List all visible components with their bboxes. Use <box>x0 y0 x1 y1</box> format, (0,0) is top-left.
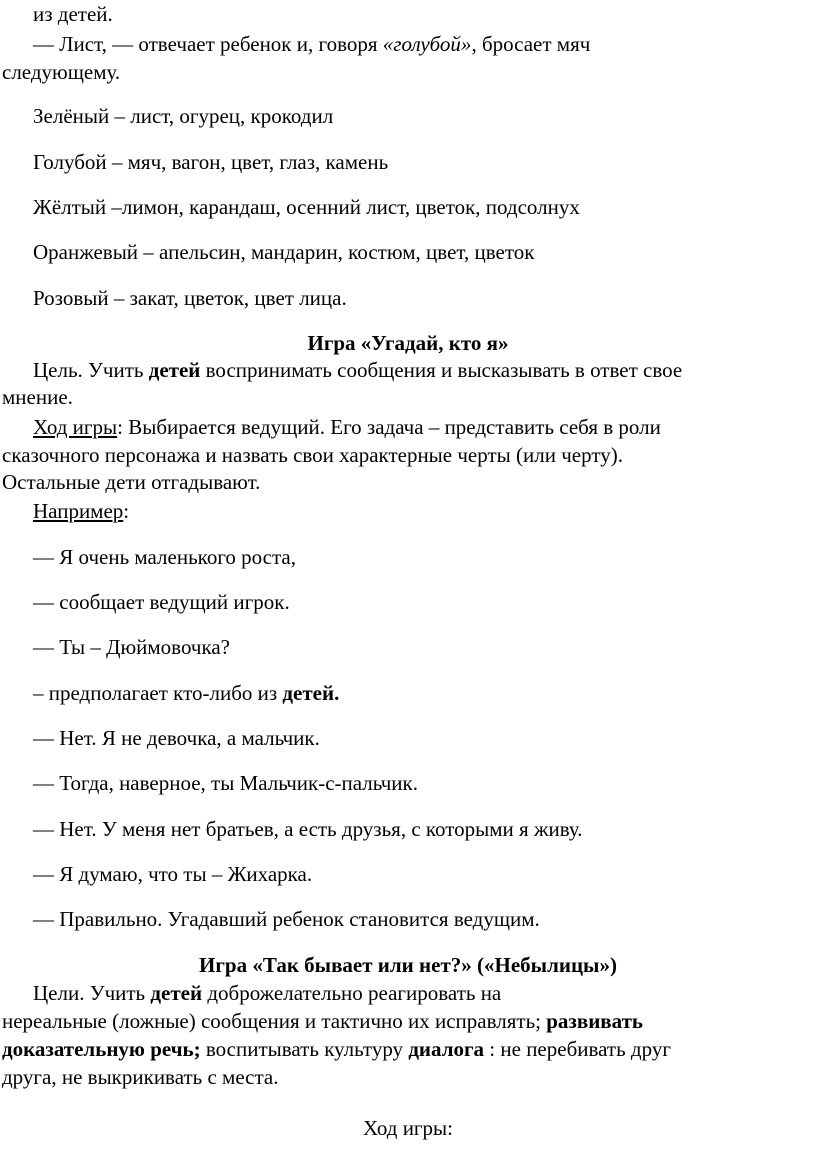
text-span: воспринимать сообщения и высказывать в ответ свое <box>200 358 683 382</box>
text-span: Розовый – закат, цветок, цвет лица. <box>33 286 347 310</box>
game-1-goal-line-1 <box>33 357 682 383</box>
heading-text: Игра «Угадай, кто я» <box>307 331 509 355</box>
text-span: Остальные дети отгадывают. <box>2 470 261 494</box>
text-span: — Тогда, наверное, ты Мальчик-с-пальчик. <box>33 771 418 795</box>
dialogue-line <box>33 816 583 842</box>
text-span: — Ты – Дюймовочка? <box>33 635 230 659</box>
text-span: Зелёный – лист, огурец, крокодил <box>33 104 334 128</box>
game-2-goal-line-4 <box>2 1064 279 1090</box>
game-1-course-line-3 <box>2 469 260 495</box>
intro-line-2 <box>33 31 590 57</box>
dialogue-line <box>33 725 320 751</box>
dialogue-line <box>33 544 296 570</box>
text-span: Цель. Учить <box>33 358 149 382</box>
game-1-course-line-1 <box>33 414 661 440</box>
text-span: : <box>123 499 130 523</box>
color-list-item <box>33 194 580 220</box>
intro-line-3 <box>2 59 120 85</box>
bold-word: детей <box>150 981 203 1005</box>
game-2-course-heading <box>0 1115 816 1141</box>
text-span: — Нет. Я не девочка, а мальчик. <box>33 726 320 750</box>
text-span: — Лист, — отвечает ребенок и, говоря <box>33 32 383 56</box>
game-1-goal-line-2 <box>2 384 73 410</box>
text-span: воспитывать культуру <box>200 1037 409 1061</box>
game-1-title <box>0 330 816 356</box>
text-span: Ход игры: <box>363 1116 453 1140</box>
heading-text: Игра «Так бывает или нет?» («Небылицы») <box>199 953 617 977</box>
text-span: доброжелательно реагировать на <box>202 981 502 1005</box>
underlined-label: Ход игры <box>33 415 118 439</box>
bold-word: развивать <box>546 1009 644 1033</box>
dialogue-line <box>33 634 230 660</box>
italic-word: «голубой» <box>382 32 472 56</box>
color-list-item <box>33 103 333 129</box>
game-2-goal-line-2 <box>2 1008 643 1034</box>
text-span: — Нет. У меня нет братьев, а есть друзья, с которыми я живу. <box>33 817 583 841</box>
bold-word: диалога <box>408 1037 485 1061</box>
text-span: — Я очень маленького роста, <box>33 545 297 569</box>
text-span: — сообщает ведущий игрок. <box>33 590 290 614</box>
text-span: — Я думаю, что ты – Жихарка. <box>33 862 313 886</box>
color-list-item <box>33 239 534 265</box>
text-span: нереальные (ложные) сообщения и тактично их исправлять; <box>2 1009 547 1033</box>
underlined-label: Например <box>33 499 124 523</box>
intro-line-1 <box>33 1 113 27</box>
game-2-goal-line-3 <box>2 1036 671 1062</box>
dialogue-line <box>33 589 290 615</box>
dialogue-line <box>33 680 339 706</box>
text-span: Оранжевый – апельсин, мандарин, костюм, цвет, цветок <box>33 240 535 264</box>
text-span: сказочного персонажа и назвать свои характерные черты (или черту). <box>2 443 623 467</box>
text-span: мнение. <box>2 385 73 409</box>
dialogue-line <box>33 770 418 796</box>
bold-word: детей. <box>282 681 340 705</box>
text-span: из детей. <box>33 2 113 26</box>
game-2-goal-line-1 <box>33 980 501 1006</box>
bold-word: детей <box>148 358 201 382</box>
text-span: , бросает мяч <box>471 32 591 56</box>
bold-word: доказательную речь; <box>2 1037 201 1061</box>
text-span: : не перебивать друг <box>484 1037 671 1061</box>
game-1-course-line-2 <box>2 442 623 468</box>
text-span: друга, не выкрикивать с места. <box>2 1065 279 1089</box>
text-span: Голубой – мяч, вагон, цвет, глаз, камень <box>33 150 389 174</box>
text-span: следующему. <box>2 60 121 84</box>
color-list-item <box>33 285 347 311</box>
text-span: : Выбирается ведущий. Его задача – представить себя в роли <box>117 415 661 439</box>
text-span: Жёлтый –лимон, карандаш, осенний лист, цветок, подсолнух <box>33 195 580 219</box>
game-2-title <box>0 952 816 978</box>
dialogue-line <box>33 906 540 932</box>
game-1-example-label <box>33 498 129 524</box>
text-span: Цели. Учить <box>33 981 151 1005</box>
text-span: — Правильно. Угадавший ребенок становится ведущим. <box>33 907 540 931</box>
color-list-item <box>33 149 388 175</box>
dialogue-line <box>33 861 312 887</box>
text-span: – предполагает кто-либо из <box>33 681 283 705</box>
